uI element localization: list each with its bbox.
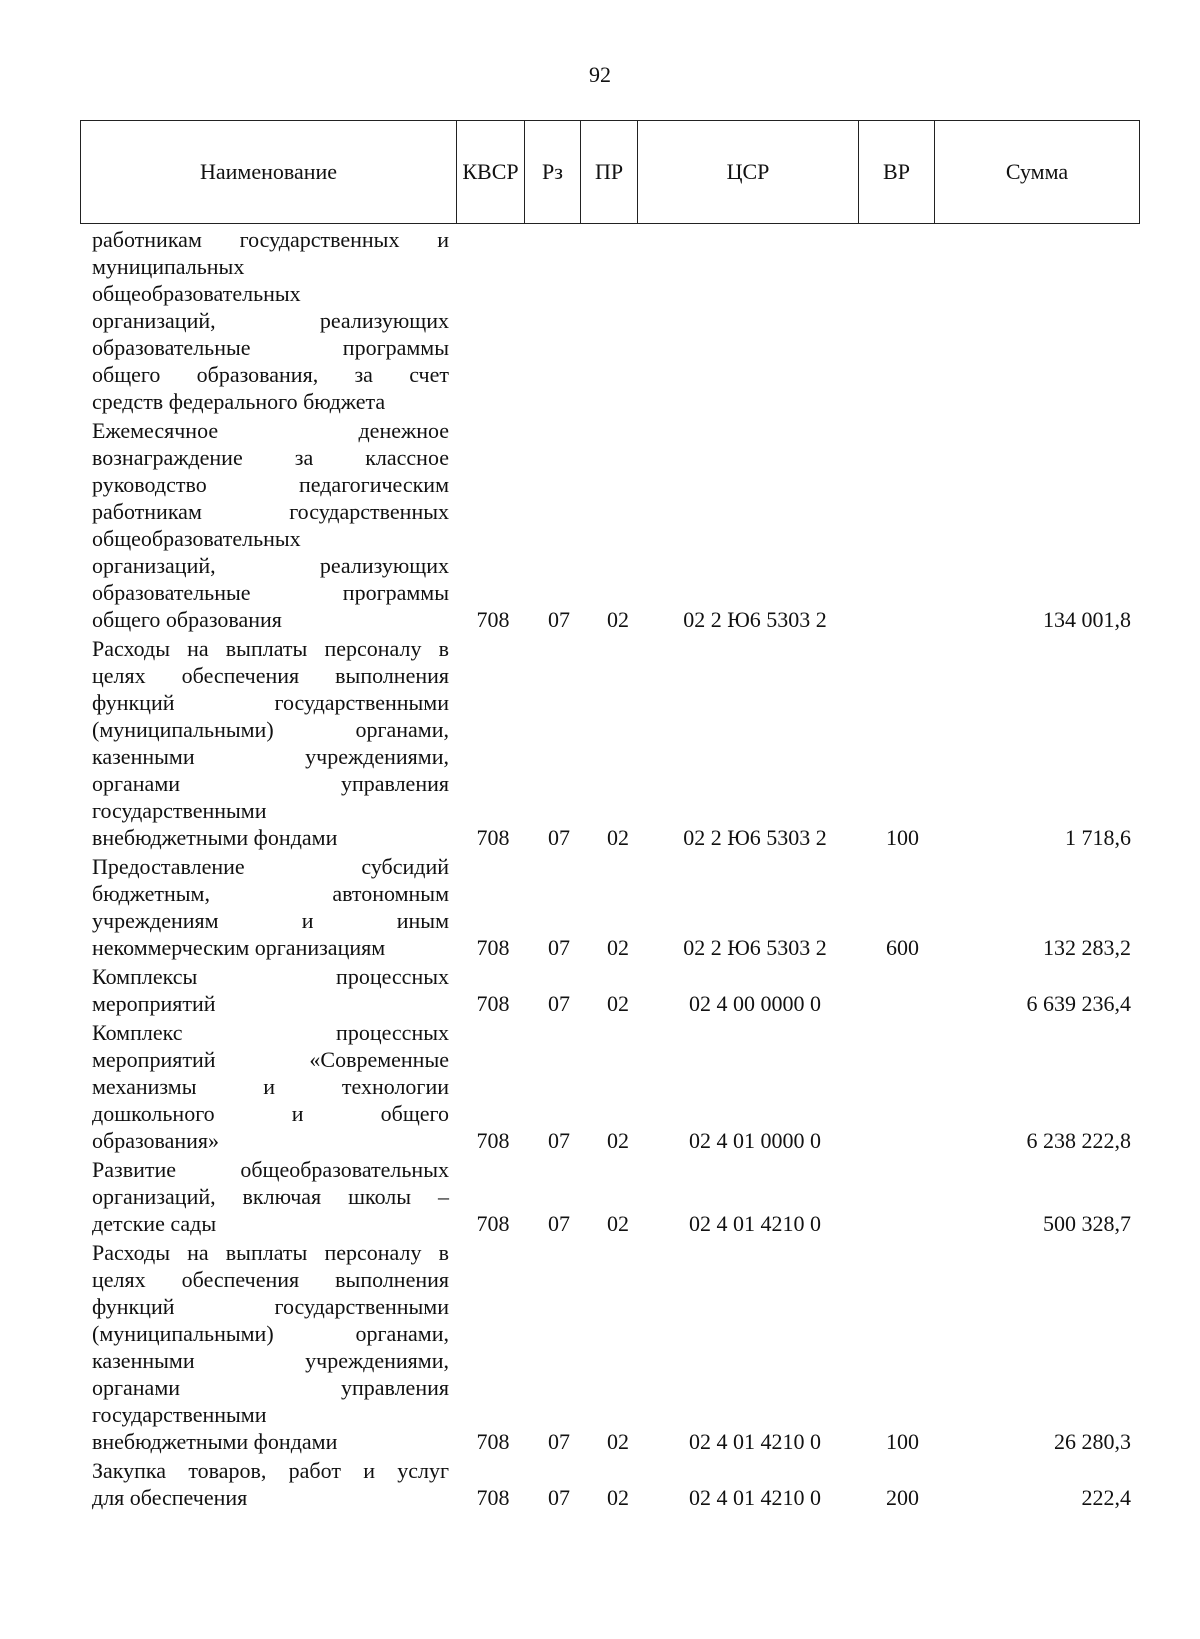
row-name-line: руководство педагогическим [92, 472, 449, 497]
row-rz: 07 [548, 935, 570, 960]
header-name: Наименование [199, 159, 338, 184]
row-sum: 6 238 222,8 [1026, 1128, 1131, 1153]
row-sum: 500 328,7 [1043, 1211, 1131, 1236]
row-name-line: государственными [92, 798, 267, 823]
row-csr: 02 2 Ю6 5303 2 [683, 607, 827, 632]
header-rz: Рз [524, 121, 580, 223]
row-name-line: внебюджетными фондами [92, 1429, 338, 1454]
row-name-line: детские сады [92, 1211, 217, 1236]
row-name-line: органами управления [92, 771, 449, 796]
row-name [92, 226, 449, 415]
row-csr: 02 4 01 4210 0 [689, 1211, 821, 1236]
row-name-line: муниципальных [92, 254, 245, 279]
row-pr: 02 [607, 935, 629, 960]
row-name-line: органами управления [92, 1375, 449, 1400]
row-kvsr: 708 [476, 935, 510, 960]
page-number: 92 [589, 62, 611, 87]
row-name-line: Комплекс процессных [92, 1020, 449, 1045]
row-sum: 1 718,6 [1065, 825, 1131, 850]
row-name [92, 963, 449, 1017]
row-name-line: Комплексы процессных [92, 964, 449, 989]
row-kvsr: 708 [476, 825, 510, 850]
row-rz: 07 [548, 825, 570, 850]
row-name-line: общего образования [92, 607, 282, 632]
row-name [92, 635, 449, 851]
row-pr: 02 [607, 991, 629, 1016]
row-name-line: Расходы на выплаты персоналу в [92, 1240, 449, 1265]
header-kvsr: КВСР [456, 121, 524, 223]
row-name-line: Развитие общеобразовательных [92, 1157, 449, 1182]
row-name-line: для обеспечения [92, 1485, 248, 1510]
row-sum: 132 283,2 [1043, 935, 1131, 960]
row-name-line: мероприятий «Современные [92, 1047, 449, 1072]
row-name-line: Предоставление субсидий [92, 854, 449, 879]
row-name-line: (муниципальными) органами, [92, 1321, 449, 1346]
row-kvsr: 708 [476, 607, 510, 632]
row-name-line: Ежемесячное денежное [92, 418, 449, 443]
row-csr: 02 4 00 0000 0 [689, 991, 821, 1016]
row-name-line: государственными [92, 1402, 267, 1427]
row-name-line: дошкольного и общего [92, 1101, 449, 1126]
row-name [92, 1019, 449, 1154]
row-csr: 02 2 Ю6 5303 2 [683, 825, 827, 850]
row-rz: 07 [548, 1211, 570, 1236]
row-vr: 100 [886, 825, 919, 850]
row-sum: 222,4 [1081, 1485, 1131, 1510]
row-pr: 02 [607, 1128, 629, 1153]
row-name [92, 1156, 449, 1237]
row-vr: 600 [886, 935, 919, 960]
row-name [92, 1239, 449, 1455]
row-name [92, 1457, 449, 1511]
row-name-line: учреждениям и иным [92, 908, 449, 933]
row-pr: 02 [607, 825, 629, 850]
row-kvsr: 708 [476, 1485, 510, 1510]
row-name-line: работникам государственных и [92, 227, 449, 252]
row-name-line: мероприятий [92, 991, 216, 1016]
header-pr: ПР [580, 121, 637, 223]
row-sum: 134 001,8 [1043, 607, 1131, 632]
header-sum: Сумма [934, 121, 1139, 223]
row-name-line: общего образования, за счет [92, 362, 449, 387]
row-rz: 07 [548, 607, 570, 632]
row-name-line: бюджетным, автономным [92, 881, 449, 906]
row-csr: 02 4 01 4210 0 [689, 1429, 821, 1454]
row-csr: 02 4 01 0000 0 [689, 1128, 821, 1153]
row-name-line: организаций, реализующих [92, 308, 449, 333]
row-name-line: образования» [92, 1128, 220, 1153]
row-name-line: образовательные программы [92, 580, 449, 605]
row-name-line: Закупка товаров, работ и услуг [92, 1458, 449, 1483]
row-name [92, 417, 449, 633]
row-name-line: (муниципальными) органами, [92, 717, 449, 742]
row-vr: 100 [886, 1429, 919, 1454]
row-name-line: организаций, реализующих [92, 553, 449, 578]
row-pr: 02 [607, 607, 629, 632]
row-name-line: целях обеспечения выполнения [92, 1267, 449, 1292]
row-kvsr: 708 [476, 1429, 510, 1454]
table-header [80, 120, 1140, 224]
row-rz: 07 [548, 991, 570, 1016]
row-name-line: некоммерческим организациям [92, 935, 386, 960]
row-kvsr: 708 [476, 1128, 510, 1153]
row-name-line: Расходы на выплаты персоналу в [92, 636, 449, 661]
row-name-line: общеобразовательных [92, 526, 301, 551]
row-name-line: механизмы и технологии [92, 1074, 449, 1099]
row-vr: 200 [886, 1485, 919, 1510]
row-pr: 02 [607, 1429, 629, 1454]
header-csr: ЦСР [637, 121, 858, 223]
row-name-line: вознаграждение за классное [92, 445, 449, 470]
header-vr: ВР [858, 121, 934, 223]
row-rz: 07 [548, 1485, 570, 1510]
row-name-line: средств федерального бюджета [92, 389, 386, 414]
row-csr: 02 2 Ю6 5303 2 [683, 935, 827, 960]
row-name-line: казенными учреждениями, [92, 744, 449, 769]
row-rz: 07 [548, 1429, 570, 1454]
row-csr: 02 4 01 4210 0 [689, 1485, 821, 1510]
row-name-line: целях обеспечения выполнения [92, 663, 449, 688]
row-sum: 26 280,3 [1054, 1429, 1131, 1454]
row-name-line: работникам государственных [92, 499, 449, 524]
row-sum: 6 639 236,4 [1026, 991, 1131, 1016]
row-name-line: функций государственными [92, 1294, 449, 1319]
row-name-line: организаций, включая школы – [92, 1184, 449, 1209]
row-name-line: внебюджетными фондами [92, 825, 338, 850]
row-name [92, 853, 449, 961]
row-kvsr: 708 [476, 1211, 510, 1236]
row-pr: 02 [607, 1211, 629, 1236]
row-name-line: общеобразовательных [92, 281, 301, 306]
row-name-line: казенными учреждениями, [92, 1348, 449, 1373]
row-rz: 07 [548, 1128, 570, 1153]
row-kvsr: 708 [476, 991, 510, 1016]
row-pr: 02 [607, 1485, 629, 1510]
row-name-line: функций государственными [92, 690, 449, 715]
row-name-line: образовательные программы [92, 335, 449, 360]
